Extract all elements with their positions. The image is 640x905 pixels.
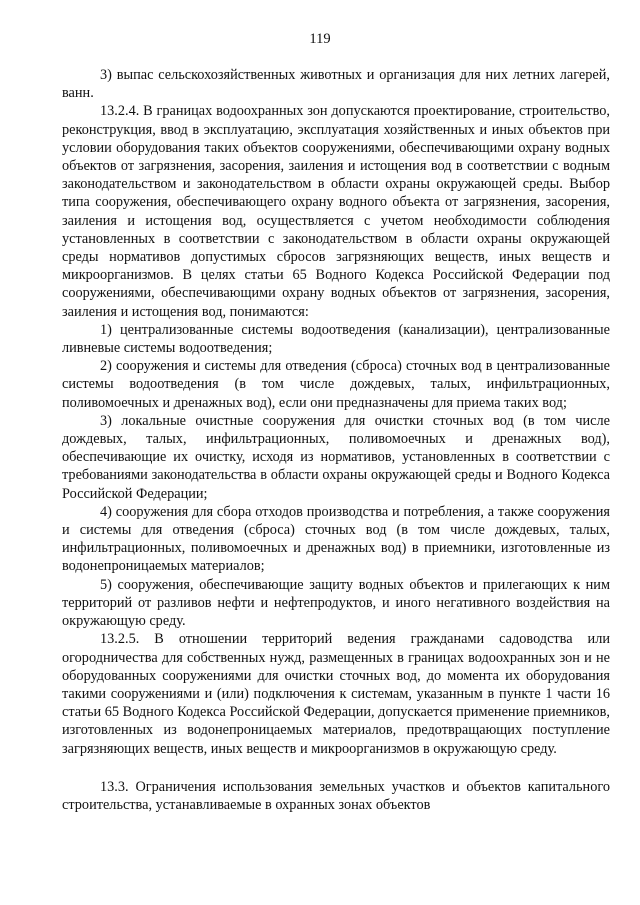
page-number: 119	[309, 31, 331, 47]
section-13-3-heading: 13.3. Ограничения использования земельных участков и объектов капитального строительства, устанавливаемые в охранных зонах объектов	[62, 778, 610, 813]
list-item-1: 1) централизованные системы водоотведения (канализации), централизованные ливневые системы водоотведения;	[62, 321, 610, 357]
paragraph-item-3-grazing: 3) выпас сельскохозяйственных животных и организация для них летних лагерей, ванн.	[62, 67, 610, 102]
document-body	[62, 66, 610, 814]
list-item-3: 3) локальные очистные сооружения для очистки сточных вод (в том числе дождевых, талых, инфильтрационных, поливомоечных и дренажных вод), обеспечивающие их очистку, исходя из нормативов, установленных в соответствии с требованиями законодательства в области охраны окружающей среды и Водного Кодекса Российской Федерации;	[62, 412, 610, 502]
list-item-2: 2) сооружения и системы для отведения (сброса) сточных вод в централизованные системы водоотведения (в том числе дождевых, талых, инфильтрационных, поливомоечных и дренажных вод), если они предназначены для приема таких вод;	[62, 358, 610, 411]
paragraph-13-2-5: 13.2.5. В отношении территорий ведения гражданами садоводства или огородничества для собственных нужд, размещенных в границах водоохранных зон и не оборудованных сооружениями для очистки сточных вод, до момента их оборудования такими сооружениями и (или) подключения к системам, указанным в пункте 1 части 16 статьи 65 Водного Кодекса Российской Федерации, допускается применение приемников, изготовленных из водонепроницаемых материалов, предотвращающих поступление загрязняющих веществ, иных веществ и микроорганизмов в окружающую среду.	[62, 631, 610, 757]
paragraph-spacer	[62, 758, 610, 778]
paragraph-13-2-4: 13.2.4. В границах водоохранных зон допускаются проектирование, строительство, реконструкция, ввод в эксплуатацию, эксплуатация хозяйственных и иных объектов при условии оборудования таких объектов сооружениями, обеспечивающими охрану водных объектов от загрязнения, засорения, заиления и истощения вод в соответствии с водным законодательством и законодательством в области охраны окружающей среды. Выбор типа сооружения, обеспечивающего охрану водного объекта от загрязнения, засорения, заиления и истощения вод, осуществляется с учетом необходимости соблюдения установленных в соответствии с законодательством в области охраны окружающей среды нормативов допустимых сбросов загрязняющих веществ, иных веществ и микроорганизмов. В целях статьи 65 Водного Кодекса Российской Федерации под сооружениями, обеспечивающими охрану водных объектов от загрязнения, засорения, заиления и истощения вод, понимаются:	[62, 103, 610, 320]
list-item-4: 4) сооружения для сбора отходов производства и потребления, а также сооружения и системы для отведения (сброса) сточных вод (в том числе дождевых, талых, инфильтрационных, поливомоечных и дренажных вод) в приемники, изготовленные из водонепроницаемых материалов;	[62, 503, 610, 575]
list-item-5: 5) сооружения, обеспечивающие защиту водных объектов и прилегающих к ним территорий от разливов нефти и нефтепродуктов, и иного негативного воздействия на окружающую среду.	[62, 576, 610, 630]
